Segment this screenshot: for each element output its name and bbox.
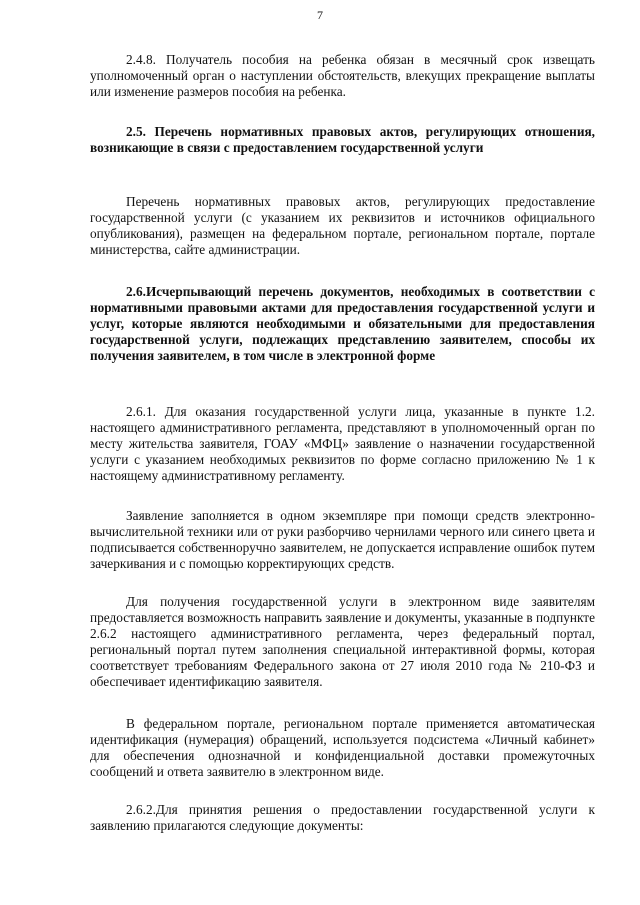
paragraph-portal-identification: В федеральном портале, региональном портале применяется автоматическая идентификация (нумерация) обращений, используется подсистема «Личный кабинет» для обеспечения однозначной и конфиденциальной доставки промежуточных сообщений и ответа заявителю в электронном виде. <box>90 716 595 779</box>
heading-2-5: 2.5. Перечень нормативных правовых актов, регулирующих отношения, возникающие в связи с предоставлением государственной услуги <box>90 124 595 155</box>
paragraph-2-4-8: 2.4.8. Получатель пособия на ребенка обязан в месячный срок извещать уполномоченный орган о наступлении обстоятельств, влекущих прекращение выплаты или изменение размеров пособия на ребенка. <box>90 52 595 99</box>
paragraph-2-6-2: 2.6.2.Для принятия решения о предоставлении государственной услуги к заявлению прилагаются следующие документы: <box>90 802 595 833</box>
heading-2-6: 2.6.Исчерпывающий перечень документов, необходимых в соответствии с нормативными правовыми актами для предоставления государственной услуги и услуг, которые являются необходимыми и обязательными для предоставления государственной услуги, подлежащих представлению заявителем, способы их получения заявителем, в том числе в электронной форме <box>90 284 595 363</box>
page-number: 7 <box>317 8 323 22</box>
paragraph-application-filling: Заявление заполняется в одном экземпляре при помощи средств электронно-вычислительной техники или от руки разборчиво чернилами черного или синего цвета и подписывается собственноручно заявителем, не допускается исправление ошибок путем зачеркивания и с помощью корректирующих средств. <box>90 508 595 571</box>
paragraph-2-6-1: 2.6.1. Для оказания государственной услуги лица, указанные в пункте 1.2. настоящего административного регламента, представляют в уполномоченный орган по месту жительства заявителя, ГОАУ «МФЦ» заявление о назначении государственной услуги с указанием необходимых реквизитов по форме согласно приложению № 1 к настоящему административному регламенту. <box>90 404 595 483</box>
paragraph-electronic-submission: Для получения государственной услуги в электронном виде заявителям предоставляется возможность направить заявление и документы, указанные в подпункте 2.6.2 настоящего административного регламента, через федеральный портал, региональный портал путем заполнения специальной интерактивной формы, которая соответствует требованиям Федерального закона от 27 июля 2010 года № 210-ФЗ и обеспечивает идентификацию заявителя. <box>90 594 595 689</box>
paragraph-acts-list: Перечень нормативных правовых актов, регулирующих предоставление государственной услуги (с указанием их реквизитов и источников официального опубликования), размещен на федеральном портале, региональном портале, портале министерства, сайте администрации. <box>90 194 595 257</box>
